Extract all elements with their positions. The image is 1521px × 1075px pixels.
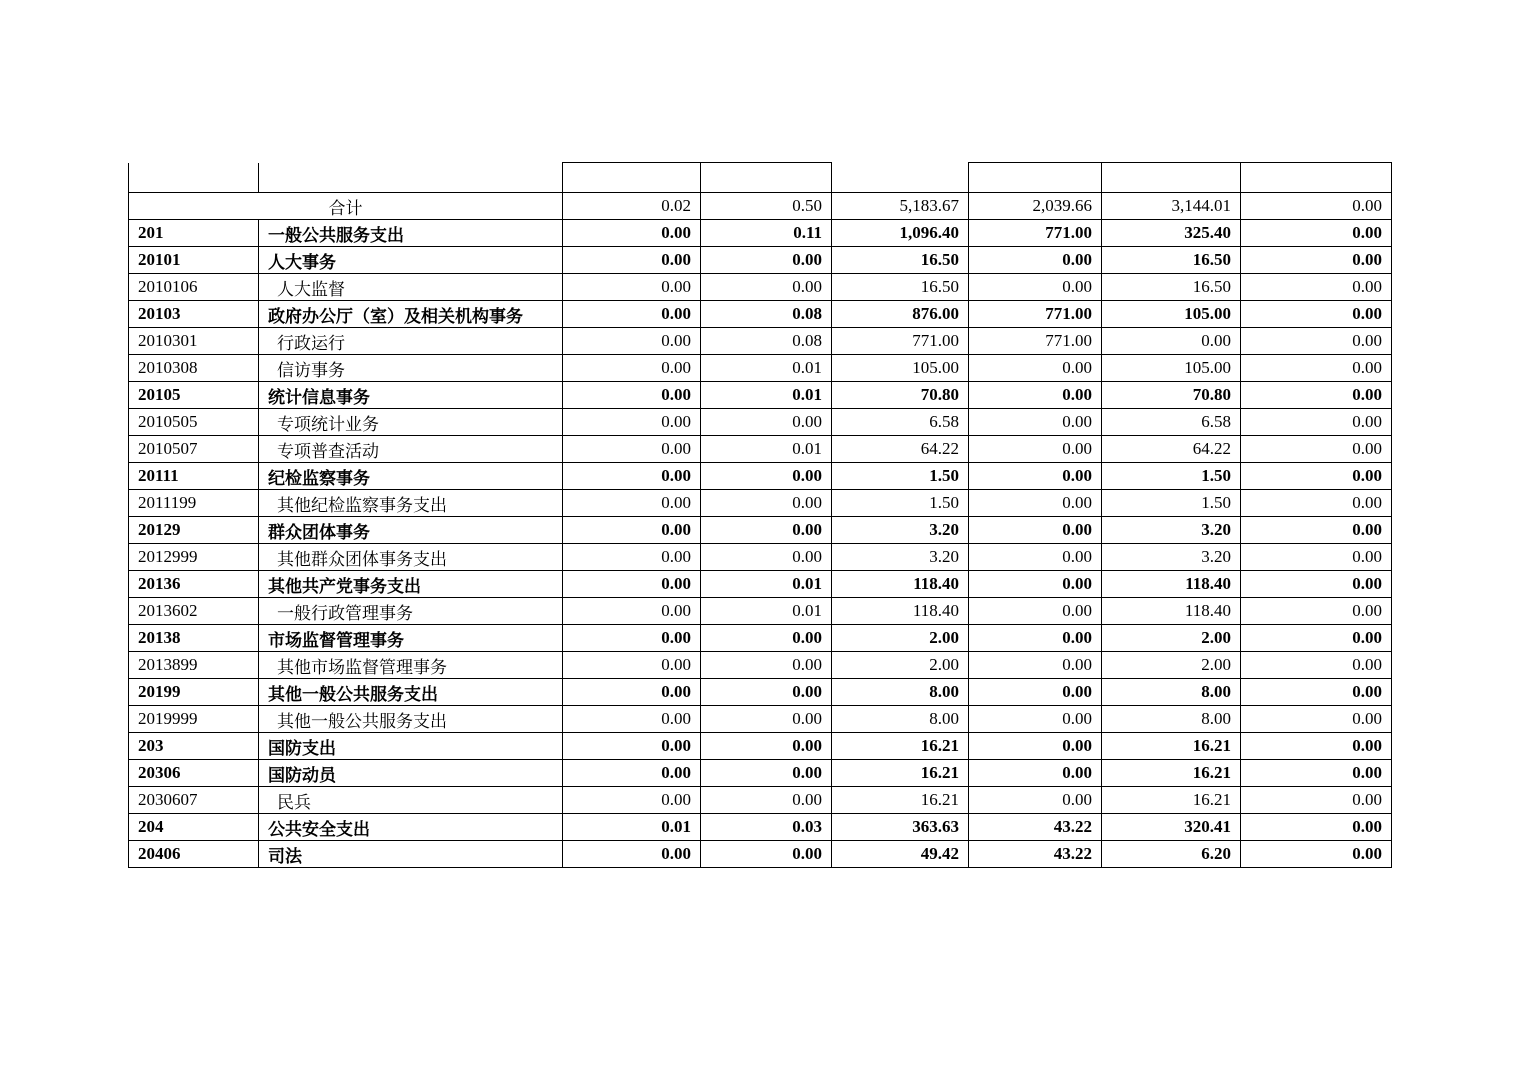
blank-cell <box>1102 163 1241 193</box>
row-value: 0.00 <box>563 571 701 598</box>
table-row <box>129 328 1392 355</box>
row-name: 其他市场监督管理事务 <box>259 652 563 679</box>
row-value: 3.20 <box>1102 544 1241 571</box>
row-value: 16.50 <box>832 247 969 274</box>
row-name: 群众团体事务 <box>259 517 563 544</box>
table-row <box>129 436 1392 463</box>
blank-cell <box>969 163 1102 193</box>
row-value: 0.00 <box>701 274 832 301</box>
blank-cell <box>129 163 259 193</box>
row-value: 876.00 <box>832 301 969 328</box>
row-value: 0.00 <box>1241 463 1392 490</box>
table-row <box>129 463 1392 490</box>
row-value: 0.00 <box>1241 409 1392 436</box>
total-value: 0.00 <box>1241 193 1392 220</box>
row-value: 0.00 <box>563 679 701 706</box>
row-value: 16.21 <box>832 733 969 760</box>
row-value: 6.58 <box>1102 409 1241 436</box>
row-value: 0.00 <box>563 436 701 463</box>
row-value: 16.21 <box>1102 787 1241 814</box>
row-value: 16.21 <box>832 787 969 814</box>
row-value: 320.41 <box>1102 814 1241 841</box>
row-value: 0.00 <box>701 247 832 274</box>
row-value: 0.00 <box>969 571 1102 598</box>
row-name: 国防支出 <box>259 733 563 760</box>
row-code: 203 <box>129 733 259 760</box>
row-code: 20103 <box>129 301 259 328</box>
row-value: 2.00 <box>1102 652 1241 679</box>
row-name: 人大监督 <box>259 274 563 301</box>
row-value: 0.00 <box>1241 625 1392 652</box>
row-code: 20306 <box>129 760 259 787</box>
row-name: 民兵 <box>259 787 563 814</box>
table-row <box>129 490 1392 517</box>
row-value: 3.20 <box>832 544 969 571</box>
row-value: 0.00 <box>1241 706 1392 733</box>
row-name: 公共安全支出 <box>259 814 563 841</box>
row-value: 0.00 <box>563 274 701 301</box>
row-code: 20111 <box>129 463 259 490</box>
row-value: 0.00 <box>701 679 832 706</box>
row-value: 0.00 <box>1241 814 1392 841</box>
row-value: 0.00 <box>701 490 832 517</box>
table-row <box>129 760 1392 787</box>
table-row <box>129 814 1392 841</box>
row-value: 0.11 <box>701 220 832 247</box>
row-value: 0.00 <box>1102 328 1241 355</box>
row-value: 0.00 <box>563 517 701 544</box>
blank-cell <box>832 163 969 193</box>
row-value: 8.00 <box>1102 679 1241 706</box>
row-value: 6.20 <box>1102 841 1241 868</box>
row-name: 司法 <box>259 841 563 868</box>
row-value: 0.00 <box>563 409 701 436</box>
row-value: 118.40 <box>1102 571 1241 598</box>
row-value: 0.00 <box>1241 436 1392 463</box>
row-value: 2.00 <box>1102 625 1241 652</box>
blank-cell <box>701 163 832 193</box>
table-row <box>129 598 1392 625</box>
row-value: 363.63 <box>832 814 969 841</box>
table-row <box>129 733 1392 760</box>
row-value: 0.00 <box>1241 301 1392 328</box>
table-row <box>129 220 1392 247</box>
row-code: 20136 <box>129 571 259 598</box>
row-name: 其他一般公共服务支出 <box>259 679 563 706</box>
row-value: 0.01 <box>701 382 832 409</box>
row-value: 2.00 <box>832 652 969 679</box>
row-name: 政府办公厅（室）及相关机构事务 <box>259 301 563 328</box>
row-code: 2011199 <box>129 490 259 517</box>
row-value: 0.01 <box>701 355 832 382</box>
table-row <box>129 247 1392 274</box>
table-row <box>129 274 1392 301</box>
row-code: 201 <box>129 220 259 247</box>
row-code: 2010505 <box>129 409 259 436</box>
row-value: 105.00 <box>832 355 969 382</box>
row-value: 0.00 <box>969 436 1102 463</box>
row-value: 0.00 <box>969 274 1102 301</box>
row-value: 118.40 <box>832 571 969 598</box>
row-value: 0.01 <box>701 571 832 598</box>
row-value: 105.00 <box>1102 355 1241 382</box>
row-code: 2013899 <box>129 652 259 679</box>
row-value: 325.40 <box>1102 220 1241 247</box>
row-value: 0.00 <box>1241 355 1392 382</box>
row-value: 64.22 <box>1102 436 1241 463</box>
total-value: 3,144.01 <box>1102 193 1241 220</box>
row-value: 0.00 <box>563 733 701 760</box>
row-value: 0.00 <box>1241 220 1392 247</box>
row-value: 0.08 <box>701 328 832 355</box>
row-value: 0.00 <box>969 355 1102 382</box>
row-value: 0.00 <box>563 760 701 787</box>
row-code: 2010308 <box>129 355 259 382</box>
total-value: 0.02 <box>563 193 701 220</box>
table-row <box>129 301 1392 328</box>
row-value: 1.50 <box>832 463 969 490</box>
row-value: 1,096.40 <box>832 220 969 247</box>
row-value: 0.00 <box>563 598 701 625</box>
row-name: 国防动员 <box>259 760 563 787</box>
row-value: 8.00 <box>1102 706 1241 733</box>
row-name: 一般行政管理事务 <box>259 598 563 625</box>
row-value: 0.00 <box>969 625 1102 652</box>
row-value: 0.00 <box>969 598 1102 625</box>
row-value: 16.50 <box>832 274 969 301</box>
row-value: 16.21 <box>1102 733 1241 760</box>
row-name: 一般公共服务支出 <box>259 220 563 247</box>
total-label: 合计 <box>129 193 563 220</box>
expenditure-table <box>128 162 1392 868</box>
row-code: 20105 <box>129 382 259 409</box>
row-value: 0.00 <box>701 733 832 760</box>
row-code: 2010301 <box>129 328 259 355</box>
row-value: 0.00 <box>969 760 1102 787</box>
table-row <box>129 706 1392 733</box>
row-value: 0.00 <box>1241 274 1392 301</box>
row-value: 0.00 <box>969 706 1102 733</box>
row-value: 16.50 <box>1102 247 1241 274</box>
row-code: 2010507 <box>129 436 259 463</box>
table-row <box>129 652 1392 679</box>
row-value: 0.00 <box>701 706 832 733</box>
row-name: 其他群众团体事务支出 <box>259 544 563 571</box>
row-value: 0.00 <box>563 301 701 328</box>
row-name: 统计信息事务 <box>259 382 563 409</box>
row-value: 0.00 <box>563 652 701 679</box>
table-row <box>129 571 1392 598</box>
row-value: 0.00 <box>969 787 1102 814</box>
row-value: 0.00 <box>969 463 1102 490</box>
row-value: 0.00 <box>563 220 701 247</box>
row-code: 2013602 <box>129 598 259 625</box>
row-name: 市场监督管理事务 <box>259 625 563 652</box>
row-value: 0.00 <box>1241 247 1392 274</box>
table-row <box>129 841 1392 868</box>
row-value: 0.00 <box>701 652 832 679</box>
row-value: 0.00 <box>701 517 832 544</box>
blank-cell <box>1241 163 1392 193</box>
row-value: 0.00 <box>969 247 1102 274</box>
row-name: 其他一般公共服务支出 <box>259 706 563 733</box>
row-value: 0.00 <box>969 679 1102 706</box>
row-value: 0.01 <box>563 814 701 841</box>
row-value: 0.00 <box>1241 733 1392 760</box>
row-value: 0.00 <box>701 409 832 436</box>
table-row <box>129 544 1392 571</box>
row-value: 0.00 <box>1241 652 1392 679</box>
row-code: 204 <box>129 814 259 841</box>
row-value: 105.00 <box>1102 301 1241 328</box>
header-continuation-row <box>129 163 1392 193</box>
row-value: 118.40 <box>1102 598 1241 625</box>
row-value: 0.00 <box>969 490 1102 517</box>
row-name: 行政运行 <box>259 328 563 355</box>
row-value: 0.00 <box>969 517 1102 544</box>
row-value: 0.00 <box>563 490 701 517</box>
row-value: 118.40 <box>832 598 969 625</box>
row-value: 3.20 <box>1102 517 1241 544</box>
row-code: 2019999 <box>129 706 259 733</box>
row-value: 3.20 <box>832 517 969 544</box>
row-value: 70.80 <box>1102 382 1241 409</box>
table-row <box>129 409 1392 436</box>
row-value: 0.00 <box>563 463 701 490</box>
row-value: 0.00 <box>701 760 832 787</box>
row-value: 0.00 <box>1241 571 1392 598</box>
row-value: 771.00 <box>969 301 1102 328</box>
row-value: 0.00 <box>1241 544 1392 571</box>
row-value: 1.50 <box>1102 490 1241 517</box>
total-value: 0.50 <box>701 193 832 220</box>
table-row <box>129 625 1392 652</box>
row-value: 0.00 <box>1241 679 1392 706</box>
row-value: 0.00 <box>563 544 701 571</box>
row-value: 0.00 <box>563 328 701 355</box>
row-value: 64.22 <box>832 436 969 463</box>
table-row <box>129 517 1392 544</box>
row-name: 信访事务 <box>259 355 563 382</box>
row-value: 0.00 <box>563 841 701 868</box>
row-code: 20406 <box>129 841 259 868</box>
row-value: 16.50 <box>1102 274 1241 301</box>
row-value: 70.80 <box>832 382 969 409</box>
row-value: 0.00 <box>969 544 1102 571</box>
row-code: 20129 <box>129 517 259 544</box>
row-value: 8.00 <box>832 706 969 733</box>
row-value: 0.00 <box>1241 598 1392 625</box>
table-row <box>129 382 1392 409</box>
table-row <box>129 787 1392 814</box>
row-value: 0.08 <box>701 301 832 328</box>
row-value: 1.50 <box>1102 463 1241 490</box>
row-name: 其他共产党事务支出 <box>259 571 563 598</box>
row-value: 0.00 <box>1241 517 1392 544</box>
row-value: 16.21 <box>1102 760 1241 787</box>
row-value: 0.00 <box>701 463 832 490</box>
table-row <box>129 355 1392 382</box>
row-value: 0.00 <box>1241 382 1392 409</box>
row-value: 16.21 <box>832 760 969 787</box>
row-value: 8.00 <box>832 679 969 706</box>
row-value: 0.00 <box>969 652 1102 679</box>
row-value: 0.00 <box>563 355 701 382</box>
row-value: 771.00 <box>969 328 1102 355</box>
row-value: 771.00 <box>969 220 1102 247</box>
row-value: 49.42 <box>832 841 969 868</box>
row-value: 0.00 <box>969 382 1102 409</box>
total-row <box>129 193 1392 220</box>
row-value: 6.58 <box>832 409 969 436</box>
row-value: 0.00 <box>563 382 701 409</box>
row-name: 专项统计业务 <box>259 409 563 436</box>
row-value: 0.00 <box>701 787 832 814</box>
row-value: 0.00 <box>701 841 832 868</box>
row-value: 1.50 <box>832 490 969 517</box>
row-name: 其他纪检监察事务支出 <box>259 490 563 517</box>
row-name: 专项普查活动 <box>259 436 563 463</box>
row-code: 20138 <box>129 625 259 652</box>
row-value: 0.00 <box>563 706 701 733</box>
row-value: 771.00 <box>832 328 969 355</box>
row-value: 0.00 <box>1241 841 1392 868</box>
row-value: 0.03 <box>701 814 832 841</box>
row-value: 0.01 <box>701 436 832 463</box>
row-value: 0.00 <box>1241 787 1392 814</box>
row-code: 2010106 <box>129 274 259 301</box>
blank-cell <box>259 163 563 193</box>
row-value: 0.00 <box>969 409 1102 436</box>
total-value: 2,039.66 <box>969 193 1102 220</box>
row-code: 2012999 <box>129 544 259 571</box>
row-value: 2.00 <box>832 625 969 652</box>
row-value: 43.22 <box>969 841 1102 868</box>
total-value: 5,183.67 <box>832 193 969 220</box>
blank-cell <box>563 163 701 193</box>
row-value: 0.00 <box>1241 328 1392 355</box>
table-row <box>129 679 1392 706</box>
row-value: 0.00 <box>563 625 701 652</box>
row-value: 0.00 <box>969 733 1102 760</box>
row-code: 20101 <box>129 247 259 274</box>
row-name: 人大事务 <box>259 247 563 274</box>
row-code: 2030607 <box>129 787 259 814</box>
row-value: 0.00 <box>701 625 832 652</box>
row-value: 0.00 <box>563 787 701 814</box>
row-name: 纪检监察事务 <box>259 463 563 490</box>
row-value: 0.00 <box>563 247 701 274</box>
row-value: 43.22 <box>969 814 1102 841</box>
row-code: 20199 <box>129 679 259 706</box>
row-value: 0.00 <box>1241 760 1392 787</box>
row-value: 0.00 <box>701 544 832 571</box>
row-value: 0.00 <box>1241 490 1392 517</box>
row-value: 0.01 <box>701 598 832 625</box>
